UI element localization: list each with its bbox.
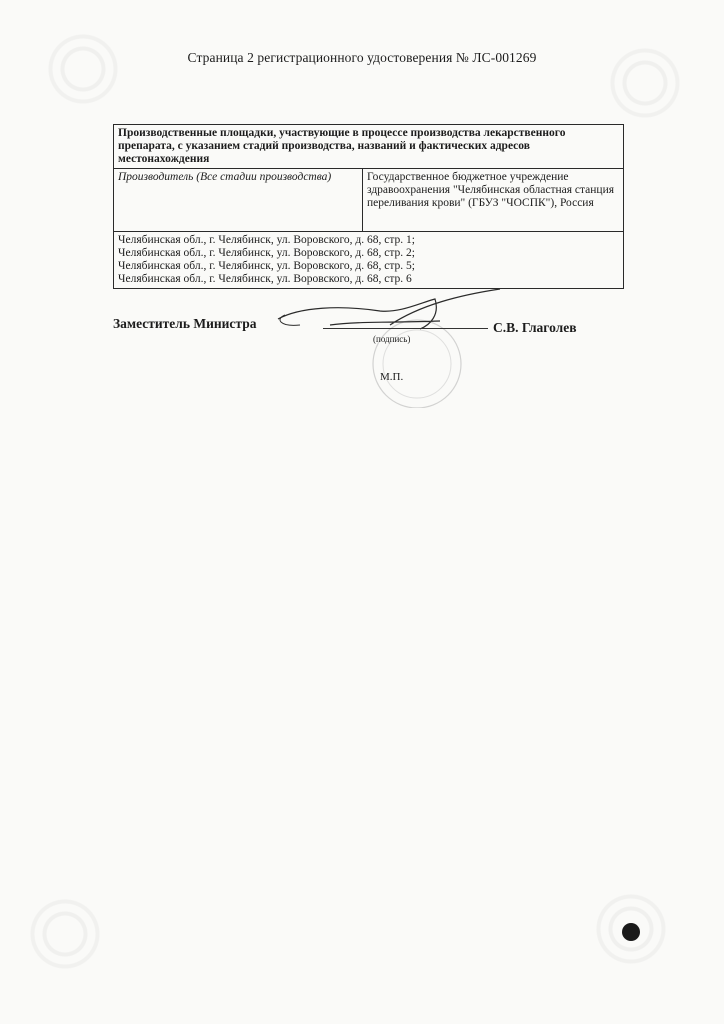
- address-line: Челябинская обл., г. Челябинск, ул. Воровского, д. 68, стр. 5;: [118, 260, 415, 272]
- signature-block: [113, 312, 624, 342]
- signatory-name: С.В. Глаголев: [493, 320, 577, 335]
- page-title: Страница 2 регистрационного удостоверения № ЛС-001269: [187, 50, 537, 65]
- signature-line: [323, 328, 488, 329]
- watermark-rosette-bottom-left: [26, 895, 104, 973]
- table-heading: Производственные площадки, участвующие в процессе производства лекарственного препарата, с указанием стадий производства, названий и фактических адресов местонахождения: [114, 125, 624, 169]
- production-sites-table: [113, 124, 624, 289]
- seal-label: М.П.: [380, 371, 404, 383]
- organization-name: Государственное бюджетное учреждение здравоохранения "Челябинская областная станция переливания крови" (ГБУЗ "ЧОСПК"), Россия: [363, 169, 624, 232]
- address-line: Челябинская обл., г. Челябинск, ул. Воровского, д. 68, стр. 6: [118, 273, 412, 285]
- address-line: Челябинская обл., г. Челябинск, ул. Воровского, д. 68, стр. 1;: [118, 234, 415, 246]
- address-list: [114, 232, 624, 289]
- manufacturer-role: Производитель (Все стадии производства): [114, 169, 363, 232]
- address-line: Челябинская обл., г. Челябинск, ул. Воровского, д. 68, стр. 2;: [118, 247, 415, 259]
- signatory-position: Заместитель Министра: [113, 316, 257, 331]
- signature-caption: (подпись): [373, 334, 411, 344]
- watermark-rosette-top-left: [44, 30, 122, 108]
- ink-dot: [622, 923, 640, 941]
